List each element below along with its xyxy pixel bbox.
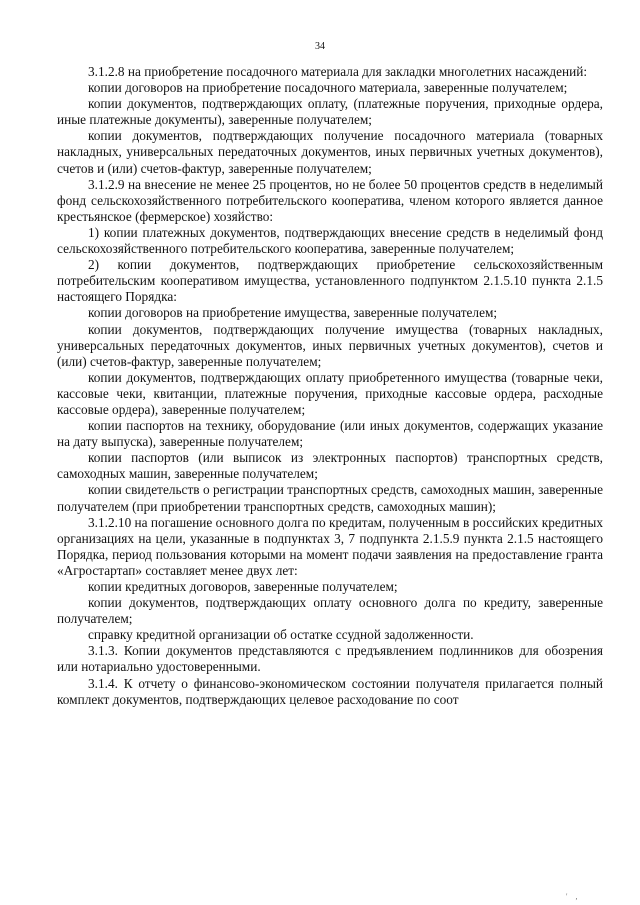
- paragraph-item: копии документов, подтверждающих получение посадочного материала (товарных накладных, универсальных передаточных документов, иных первичных учетных документов), счетов и (или) счетов-фактур, заверенные получателем;: [57, 128, 603, 176]
- paragraph-item: копии договоров на приобретение имущества, заверенные получателем;: [88, 305, 498, 321]
- paragraph-item: справку кредитной организации об остатке ссудной задолженности.: [88, 627, 474, 643]
- page-number: 34: [315, 41, 325, 52]
- paragraph-item: 1) копии платежных документов, подтверждающих внесение средств в неделимый фонд сельскохозяйственного потребительского кооператива, заверенные получателем;: [57, 224, 603, 257]
- paragraph-item: копии кредитных договоров, заверенные получателем;: [88, 579, 398, 594]
- paragraph-3-1-2-8: 3.1.2.8 на приобретение посадочного материала для закладки многолетних насаждений:: [88, 64, 588, 79]
- paragraph-item: копии паспортов (или выписок из электронных паспортов) транспортных средств, самоходных машин, заверенные получателем;: [57, 450, 603, 482]
- paragraph-item: копии паспортов на технику, оборудование (или иных документов, содержащих указание на дату выпуска), заверенные получателем;: [57, 418, 603, 450]
- paragraph-3-1-3: 3.1.3. Копии документов представляются с предъявлением подлинников для обозрения или нотариально удостоверенными.: [57, 643, 603, 675]
- paragraph-item: копии документов, подтверждающих оплату основного долга по кредиту, заверенные получателем;: [57, 595, 603, 627]
- paragraph-3-1-4: 3.1.4. К отчету о финансово-экономическом состоянии получателя прилагается полный комплект документов, подтверждающих целевое расходование по соот: [57, 675, 603, 707]
- paragraph-item: копии документов, подтверждающих получение имущества (товарных накладных, универсальных передаточных документов, иных первичных учетных документов), счетов и (или) счетов-фактур, заверенные получателем;: [57, 321, 603, 369]
- paragraph-item: копии договоров на приобретение посадочного материала, заверенные получателем;: [88, 80, 568, 96]
- paragraph-item: 2) копии документов, подтверждающих приобретение сельскохозяйственным потребительским кооперативом имущества, установленного подпунктом 2.1.5.10 пункта 2.1.5 настоящего Порядка:: [57, 257, 603, 305]
- corner-scan-mark: ' ,: [566, 892, 581, 901]
- paragraph-3-1-2-10: 3.1.2.10 на погашение основного долга по кредитам, полученным в российских кредитных организациях на цели, указанные в подпунктах 3, 7 подпункта 2.1.5.9 пункта 2.1.5 настоящего Порядка, период пользования которыми на момент подачи заявления на предоставление гранта «Агростартап» составляет менее двух лет:: [57, 514, 603, 578]
- paragraph-item: копии свидетельств о регистрации транспортных средств, самоходных машин, заверенные получателем (при приобретении транспортных средств, самоходных машин);: [57, 482, 603, 514]
- document-body: [57, 64, 603, 708]
- paragraph-3-1-2-9: 3.1.2.9 на внесение не менее 25 процентов, но не более 50 процентов средств в неделимый фонд сельскохозяйственного потребительского кооператива, членом которого является данное крестьянское (фермерское) хозяйство:: [57, 176, 603, 224]
- paragraph-item: копии документов, подтверждающих оплату приобретенного имущества (товарные чеки, кассовые чеки, квитанции, платежные поручения, приходные кассовые ордера, расходные кассовые ордера), заверенные получателем;: [57, 369, 603, 417]
- paragraph-item: копии документов, подтверждающих оплату, (платежные поручения, приходные ордера, иные платежные документы), заверенные получателем;: [57, 96, 603, 128]
